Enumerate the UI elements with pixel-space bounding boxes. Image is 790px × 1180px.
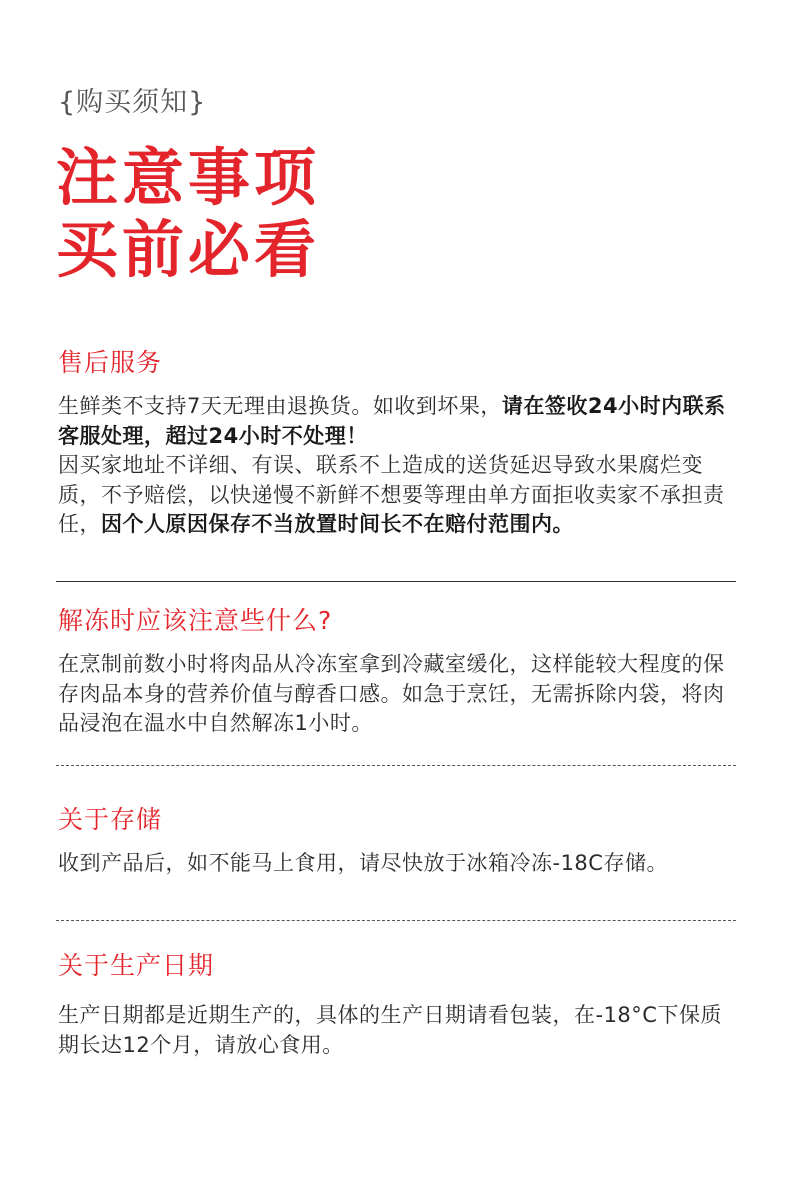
policy-text: 因买家地址不详细、有误、联系不上造成的送货延迟导致水果腐烂变质，不予赔偿，以快递慢不新鲜不想要等理由单方面拒收卖家不承担责任，: [58, 453, 725, 536]
divider: [56, 920, 736, 921]
policy-emphasis: 因个人原因保存不当放置时间长不在赔付范围内。: [101, 512, 574, 536]
headline: [56, 142, 320, 286]
section-body: 在烹制前数小时将肉品从冷冻室拿到冷藏室缓化，这样能较大程度的保存肉品本身的营养价值与醇香口感。如急于烹饪，无需拆除内袋，将肉品浸泡在温水中自然解冻1小时。: [58, 652, 725, 735]
section-body: [58, 392, 738, 540]
section-title: 售后服务: [58, 348, 163, 377]
section-title: 解冻时应该注意些什么?: [58, 606, 333, 635]
divider: [56, 765, 736, 766]
section-body: 生产日期都是近期生产的，具体的生产日期请看包装，在-18°C下保质期长达12个月，请放心食用。: [58, 1003, 722, 1057]
section-title: 关于存储: [58, 805, 163, 834]
paragraph: [58, 392, 738, 451]
section-storage: [58, 803, 738, 879]
section-after-sales: [58, 346, 738, 540]
section-production-date: [58, 949, 738, 1060]
notice-tag: {购买须知}: [58, 87, 207, 118]
headline-line-1: 注意事项: [56, 141, 321, 214]
section-thawing: [58, 604, 738, 739]
divider: [56, 581, 736, 582]
policy-text: 生鲜类不支持7天无理由退换货。如收到坏果，: [58, 394, 502, 418]
section-title: 关于生产日期: [58, 951, 215, 980]
headline-line-2: 买前必看: [56, 213, 321, 286]
section-body: 收到产品后，如不能马上食用，请尽快放于冰箱冷冻-18C存储。: [58, 851, 668, 875]
policy-emphasis: 请在签收24小时内联系客服处理，超过24小时不处理！: [58, 394, 726, 448]
paragraph: [58, 451, 738, 540]
